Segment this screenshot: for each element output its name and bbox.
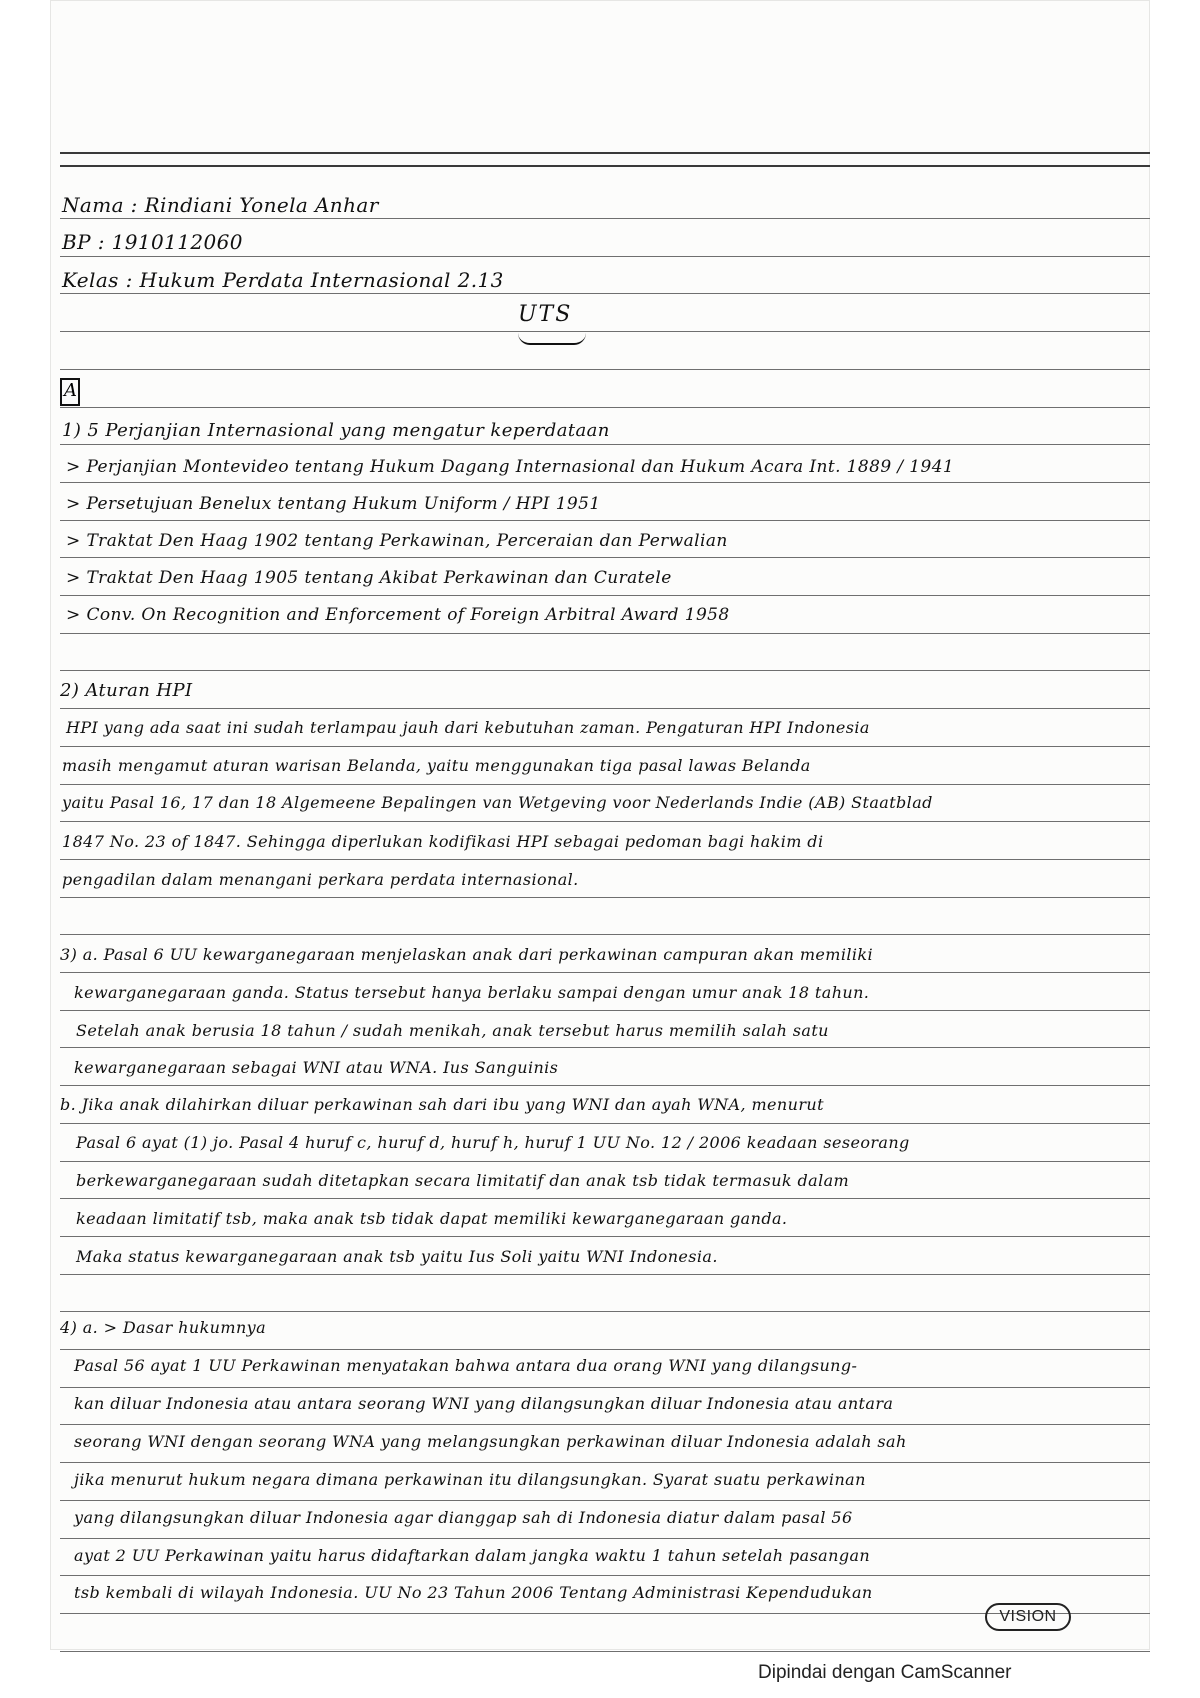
ruled-line: [60, 1651, 1150, 1652]
ruled-line: [60, 369, 1150, 370]
ruled-line: [60, 708, 1150, 709]
ruled-line: [60, 972, 1150, 973]
q3-line: b. Jika anak dilahirkan diluar perkawinan sah dari ibu yang WNI dan ayah WNA, menurut: [60, 1095, 824, 1114]
ruled-line: [60, 934, 1150, 935]
q4-heading: 4) a. > Dasar hukumnya: [60, 1318, 267, 1337]
ruled-line: [60, 1575, 1150, 1576]
q1-item: > Perjanjian Montevideo tentang Hukum Dagang Internasional dan Hukum Acara Int. 1889 / 1941: [66, 457, 955, 477]
ruled-line: [60, 1462, 1150, 1463]
vision-brand-stamp: VISION: [985, 1603, 1071, 1631]
q2-line: masih mengamut aturan warisan Belanda, yaitu menggunakan tiga pasal lawas Belanda: [62, 756, 811, 775]
ruled-line: [60, 407, 1150, 408]
q1-item: > Conv. On Recognition and Enforcement of Foreign Arbitral Award 1958: [66, 605, 730, 625]
ruled-line: [60, 331, 1150, 332]
q4-line: tsb kembali di wilayah Indonesia. UU No 23 Tahun 2006 Tentang Administrasi Kependudukan: [74, 1583, 873, 1602]
ruled-line: [60, 520, 1150, 521]
ruled-line: [60, 1085, 1150, 1086]
student-class: Kelas : Hukum Perdata Internasional 2.13: [62, 268, 504, 292]
q2-line: HPI yang ada saat ini sudah terlampau jauh dari kebutuhan zaman. Pengaturan HPI Indonesia: [66, 718, 870, 737]
q4-line: kan diluar Indonesia atau antara seorang WNI yang dilangsungkan diluar Indonesia atau antara: [74, 1394, 894, 1413]
q2-line: yaitu Pasal 16, 17 dan 18 Algemeene Bepalingen van Wetgeving voor Nederlands Indie (AB) Staatblad: [62, 793, 933, 812]
exam-title-underline: [518, 333, 586, 345]
camscanner-footer: Dipindai dengan CamScanner: [758, 1662, 1012, 1683]
q4-line: ayat 2 UU Perkawinan yaitu harus didaftarkan dalam jangka waktu 1 tahun setelah pasangan: [74, 1546, 871, 1565]
q3-line: kewarganegaraan sebagai WNI atau WNA. Ius Sanguinis: [74, 1058, 559, 1077]
ruled-line: [60, 1236, 1150, 1237]
student-name: Nama : Rindiani Yonela Anhar: [62, 193, 379, 217]
ruled-line: [60, 746, 1150, 747]
q1-item: > Traktat Den Haag 1905 tentang Akibat Perkawinan dan Curatele: [66, 568, 672, 588]
ruled-line: [60, 897, 1150, 898]
q2-line: pengadilan dalam menangani perkara perdata internasional.: [62, 870, 579, 889]
q3-line: berkewarganegaraan sudah ditetapkan secara limitatif dan anak tsb tidak termasuk dalam: [76, 1171, 850, 1190]
ruled-line: [60, 1424, 1150, 1425]
q1-item: > Traktat Den Haag 1902 tentang Perkawinan, Perceraian dan Perwalian: [66, 531, 728, 551]
ruled-line: [60, 256, 1150, 257]
ruled-line: [60, 1387, 1150, 1388]
q3-line: Setelah anak berusia 18 tahun / sudah menikah, anak tersebut harus memilih salah satu: [76, 1021, 829, 1040]
q4-line: yang dilangsungkan diluar Indonesia agar dianggap sah di Indonesia diatur dalam pasal 56: [74, 1508, 853, 1527]
q4-line: seorang WNI dengan seorang WNA yang melangsungkan perkawinan diluar Indonesia adalah sah: [74, 1432, 907, 1451]
ruled-line: [60, 557, 1150, 558]
ruled-line: [60, 1161, 1150, 1162]
ruled-line: [60, 444, 1150, 445]
q1-heading: 1) 5 Perjanjian Internasional yang mengatur keperdataan: [62, 420, 610, 441]
ruled-line: [60, 1349, 1150, 1350]
ruled-line: [60, 482, 1150, 483]
q3-line: Maka status kewarganegaraan anak tsb yaitu Ius Soli yaitu WNI Indonesia.: [76, 1247, 718, 1266]
q1-item: > Persetujuan Benelux tentang Hukum Uniform / HPI 1951: [66, 494, 601, 514]
q4-line: jika menurut hukum negara dimana perkawinan itu dilangsungkan. Syarat suatu perkawinan: [74, 1470, 866, 1489]
ruled-line: [60, 821, 1150, 822]
ruled-line: [60, 1500, 1150, 1501]
ruled-line: [60, 784, 1150, 785]
q3-line: 3) a. Pasal 6 UU kewarganegaraan menjelaskan anak dari perkawinan campuran akan memiliki: [60, 945, 874, 964]
exam-title: UTS: [518, 302, 573, 327]
ruled-line: [60, 859, 1150, 860]
ruled-line: [60, 1311, 1150, 1312]
ruled-line: [60, 1047, 1150, 1048]
ruled-line: [60, 1123, 1150, 1124]
q2-heading: 2) Aturan HPI: [60, 680, 193, 701]
ruled-line: [60, 218, 1150, 219]
q3-line: Pasal 6 ayat (1) jo. Pasal 4 huruf c, huruf d, huruf h, huruf 1 UU No. 12 / 2006 keadaan seseorang: [76, 1133, 910, 1152]
q3-line: keadaan limitatif tsb, maka anak tsb tidak dapat memiliki kewarganegaraan ganda.: [76, 1209, 788, 1228]
ruled-line: [60, 1538, 1150, 1539]
q4-line: Pasal 56 ayat 1 UU Perkawinan menyatakan bahwa antara dua orang WNI yang dilangsung-: [74, 1356, 858, 1375]
ruled-line: [60, 1010, 1150, 1011]
ruled-line: [60, 1274, 1150, 1275]
ruled-line: [60, 293, 1150, 294]
q3-line: kewarganegaraan ganda. Status tersebut hanya berlaku sampai dengan umur anak 18 tahun.: [74, 983, 870, 1002]
ruled-line: [60, 670, 1150, 671]
ruled-line: [60, 633, 1150, 634]
student-bp: BP : 1910112060: [62, 230, 243, 254]
ruled-line: [60, 595, 1150, 596]
ruled-line: [60, 1198, 1150, 1199]
q2-line: 1847 No. 23 of 1847. Sehingga diperlukan kodifikasi HPI sebagai pedoman bagi hakim di: [62, 832, 824, 851]
section-label: A: [64, 380, 77, 401]
section-label-box: [60, 378, 80, 406]
